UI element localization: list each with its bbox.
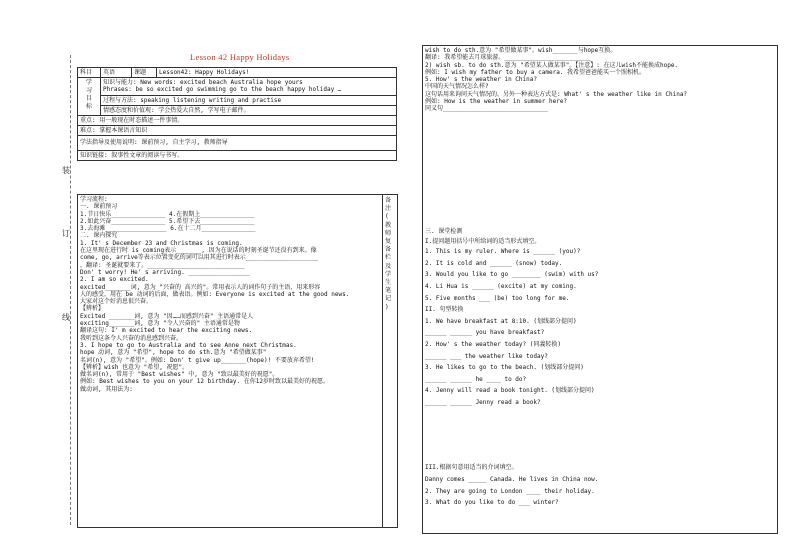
topic-value: Lesson42: Happy Holidays! — [157, 68, 397, 78]
lesson-difficulty: 难点: 掌握本课语言知识 — [78, 126, 397, 136]
goal-knowledge: 知识与能力: New words: excited beach Australia hope yours Phrases: be so excited go swimming go to the beach happy holiday … — [101, 78, 397, 95]
class-check: 三. 课堂检测 I.提问题用括号中所给词的适当形式填空。 1. This is my ruler. Where is ______ (you)? 2. It is cold and ______ (snow) today. 3. Would you like to go ________ (swim) with us? 4. Li Hua is ______ (excite) at my coming. 5. Five months ___ (be) too long for me. II. 句型转换 1. We have breakfast at 8:10. (划线部分提问) ______ ______ you have breakfast? 2. How' s the weather today? (同義转换) ______ ___ the weather like today? 3. He likes to go to the beach. (划线部分提问) ______ ______ he ____ to do? 4. Jenny will read a book tonight. (划线部分提问) ______ ______ Jenny read a book? — [425, 228, 599, 406]
subject-label: 科目 — [78, 68, 101, 78]
subject-value: 英语 — [101, 68, 132, 78]
binding-label-2: 订 — [62, 229, 70, 238]
goals-label: 学 习 目 标 — [78, 78, 101, 116]
flow-title: 学习流程: — [80, 196, 108, 203]
goal-emotion: 情感态度和价值观: 学会热爱大自然, 学写电子邮件。 — [101, 105, 397, 115]
binding-label-1: 装 — [62, 166, 70, 175]
right-explanation: wish to do sth.意为 "希望做某事"。wish_______与hope互换。 翻译: 我希望能去月球旅游。________________________ 2) wish sb. to do sth.意为 "希望某人做某事"。【注意】: 在这儿wish不能换成hope. 例如: I wish my father to buy a camera. 我希望爸爸能买一个照相机。 5. How' s the weather in China? 中国的天气情况怎么样? 这句话用来询问天气情况的，另外一种表达方式是: What' s the weather like in China? 例如: How is the weather in summer here? 同义句_____________________________ — [425, 47, 688, 113]
remark-column: 备 注 ( 教 师 复 备 栏 及 学 生 笔 记 ) — [381, 194, 398, 528]
knowledge-link: 知识链接: 叙事性文章的阅读与书写。 — [78, 150, 397, 160]
preposition-fill: III.根据句意用适当的介词填空。 Danny comes _____ Canada. He lives in China now. 2. They are going to London ____ their holiday. 3. What do you like to do ___ winter? — [425, 464, 599, 506]
learning-flow-content: 学习流程: 一. 课前预习 1.节日快乐_______________ 4.在假期上_______________ 2.如此兴奋_______________ 5.希望下去_______________ 3.去海滩_________________ 6.在十二月_______________ 二. 课内探究 1. It' s December 23 and Christmas is coming. 在这里现在进行时 is coming表示_______, 因为在说话的时刻圣诞节还没有到来。像 come, go, arrive等表示位置变化的词可以用其进行时表示____________________ ，翻译: 圣诞就要来了。___________________________ Don' t worry! He' s arriving. _________________ 2. I am so excited. excited_______词, 意为 "兴奋的 高兴的"。常用表示人的词作句子的主语，用来形容 人的感受，用在 be 动词的后面，做表语。例如: Everyone is excited at the good news. 大家对这个好消息很兴奋。 【辨析】 Excited _______词, 意为 "因……而感到兴奋" 主语通常是人 exciting_______词, 意为 "令人兴奋的" 主语通常是物 翻译这句: I' m excited to hear the exciting news. 我听到这条令人兴奋的消息感到兴奋。 3. I hope to go to Australia and to see Anne next Christmas. hope 动词, 意为 "希望", hope to do sth.意为 "希望做某事" 名词(n), 意为 "希望"。例如: Don' t give up_______(hope)! 不要放弃希望! 【辨析】wish 也意为 "希望, 祝愿"。 做名词(n), 常用于 "Best wishes" 中, 意为 "致以最美好的祝愿"。 例如: Best wishes to you on your 12 birthday. 在你12岁时致以最美好的祝愿。 做动词, 其用法为: — [80, 196, 350, 393]
lesson-title: Lesson 42 Happy Holidays — [190, 52, 290, 62]
binding-label-3: 线 — [62, 313, 70, 322]
lesson-info-table — [77, 67, 397, 161]
study-method: 学法指导及使用说明: 课前预习, 自主学习, 教师指导 — [78, 136, 397, 150]
binding-line — [70, 55, 71, 525]
lesson-focus: 重点: 用一般现在时态描述一件事情。 — [78, 116, 397, 126]
topic-label: 课题 — [132, 68, 157, 78]
goal-process: 过程与方法: speaking listening writing and practise — [101, 95, 397, 105]
